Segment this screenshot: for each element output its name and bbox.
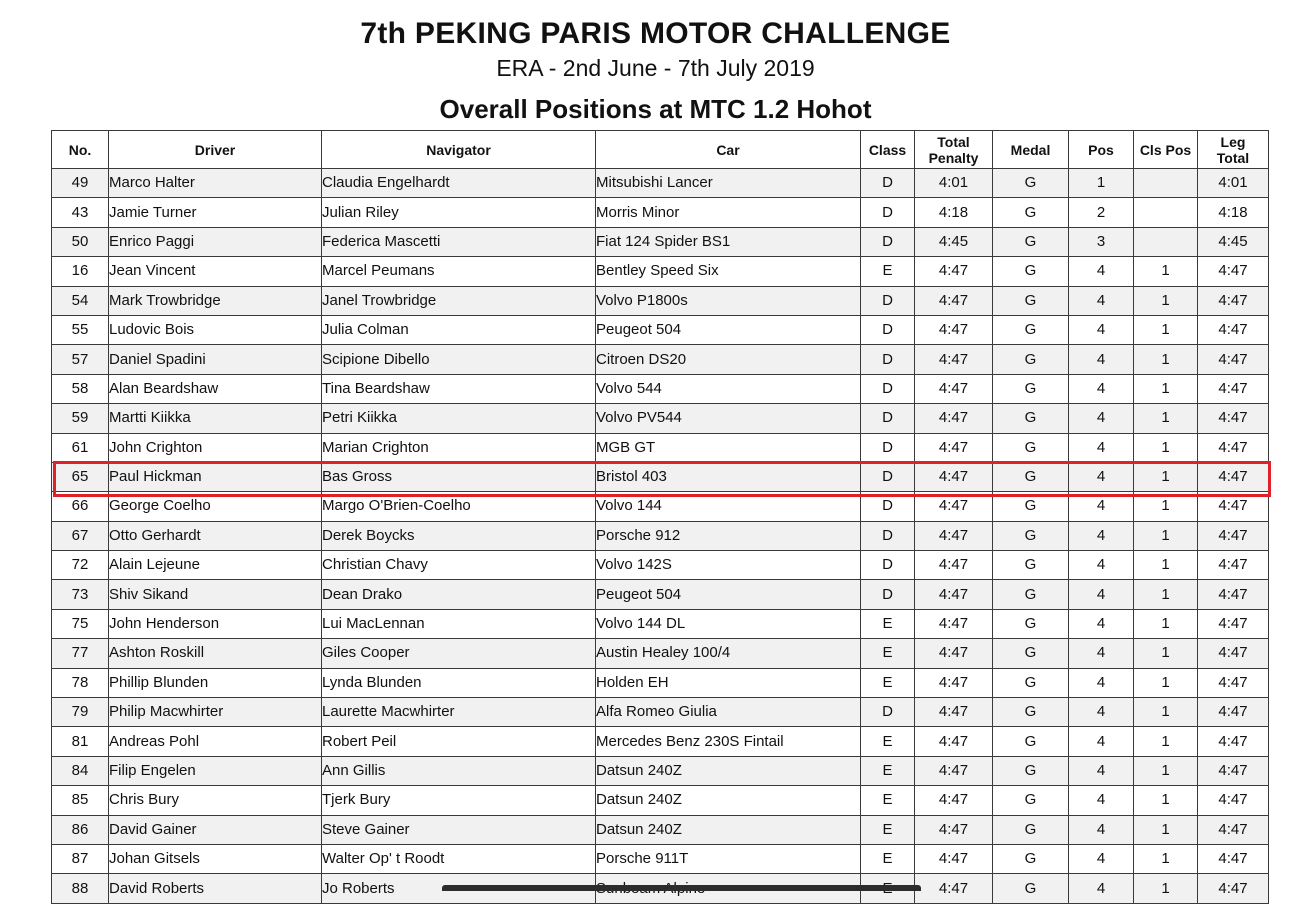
- cell-cls-pos: 1: [1134, 315, 1198, 344]
- cell-total-penalty: 4:47: [915, 374, 993, 403]
- cell-total-penalty: 4:47: [915, 609, 993, 638]
- cell-car: Mercedes Benz 230S Fintail: [596, 727, 861, 756]
- table-row: [52, 492, 1269, 521]
- cell-leg-total: 4:47: [1198, 698, 1269, 727]
- cell-navigator: Scipione Dibello: [322, 345, 596, 374]
- cell-cls-pos: 1: [1134, 345, 1198, 374]
- cell-car: Mitsubishi Lancer: [596, 169, 861, 198]
- cell-pos: 4: [1069, 257, 1134, 286]
- table-row: [52, 169, 1269, 198]
- cell-class: D: [861, 345, 915, 374]
- cell-car: Austin Healey 100/4: [596, 639, 861, 668]
- cell-car: Datsun 240Z: [596, 815, 861, 844]
- cell-no: 75: [52, 609, 109, 638]
- cell-car: Bristol 403: [596, 462, 861, 491]
- cell-driver: Daniel Spadini: [109, 345, 322, 374]
- cell-leg-total: 4:47: [1198, 580, 1269, 609]
- cell-navigator: Claudia Engelhardt: [322, 169, 596, 198]
- cell-no: 72: [52, 551, 109, 580]
- cell-no: 55: [52, 315, 109, 344]
- cell-leg-total: 4:47: [1198, 609, 1269, 638]
- cell-pos: 4: [1069, 668, 1134, 697]
- cell-class: E: [861, 639, 915, 668]
- cell-leg-total: 4:47: [1198, 492, 1269, 521]
- table-row: [52, 521, 1269, 550]
- cell-navigator: Robert Peil: [322, 727, 596, 756]
- cell-cls-pos: 1: [1134, 609, 1198, 638]
- document-subtitle: ERA - 2nd June - 7th July 2019: [496, 55, 815, 81]
- cell-total-penalty: 4:47: [915, 786, 993, 815]
- cell-driver: Alain Lejeune: [109, 551, 322, 580]
- cell-class: D: [861, 315, 915, 344]
- cell-car: Volvo PV544: [596, 404, 861, 433]
- header-pos: Pos: [1069, 131, 1134, 169]
- cell-navigator: Ann Gillis: [322, 756, 596, 785]
- cell-pos: 4: [1069, 404, 1134, 433]
- cell-no: 50: [52, 227, 109, 256]
- table-row: [52, 257, 1269, 286]
- cell-medal: G: [993, 668, 1069, 697]
- cell-cls-pos: 1: [1134, 286, 1198, 315]
- results-table-body: [52, 169, 1269, 904]
- cell-car: Volvo 144 DL: [596, 609, 861, 638]
- cell-navigator: Petri Kiikka: [322, 404, 596, 433]
- cell-driver: Johan Gitsels: [109, 844, 322, 873]
- cell-car: Alfa Romeo Giulia: [596, 698, 861, 727]
- table-row: [52, 844, 1269, 873]
- cell-driver: George Coelho: [109, 492, 322, 521]
- cell-cls-pos: 1: [1134, 698, 1198, 727]
- cell-pos: 4: [1069, 639, 1134, 668]
- cell-car: Volvo 142S: [596, 551, 861, 580]
- header-driver: Driver: [109, 131, 322, 169]
- cell-no: 59: [52, 404, 109, 433]
- cell-car: Porsche 911T: [596, 844, 861, 873]
- cell-leg-total: 4:47: [1198, 521, 1269, 550]
- header-medal: Medal: [993, 131, 1069, 169]
- cell-no: 85: [52, 786, 109, 815]
- cell-leg-total: 4:47: [1198, 374, 1269, 403]
- cell-no: 65: [52, 462, 109, 491]
- cell-driver: Martti Kiikka: [109, 404, 322, 433]
- cell-navigator: Janel Trowbridge: [322, 286, 596, 315]
- cell-class: E: [861, 844, 915, 873]
- cell-no: 81: [52, 727, 109, 756]
- cell-pos: 4: [1069, 492, 1134, 521]
- cell-total-penalty: 4:47: [915, 462, 993, 491]
- cell-medal: G: [993, 609, 1069, 638]
- cell-cls-pos: 1: [1134, 668, 1198, 697]
- cell-medal: G: [993, 492, 1069, 521]
- cell-class: D: [861, 521, 915, 550]
- cell-navigator: Marcel Peumans: [322, 257, 596, 286]
- cell-class: D: [861, 198, 915, 227]
- cell-car: Morris Minor: [596, 198, 861, 227]
- cell-car: Datsun 240Z: [596, 786, 861, 815]
- table-row: [52, 286, 1269, 315]
- cell-no: 57: [52, 345, 109, 374]
- cell-navigator: Lynda Blunden: [322, 668, 596, 697]
- cell-class: D: [861, 462, 915, 491]
- cell-navigator: Jo Roberts: [322, 874, 596, 903]
- cell-no: 66: [52, 492, 109, 521]
- cell-class: E: [861, 609, 915, 638]
- cell-cls-pos: 1: [1134, 815, 1198, 844]
- cell-car: Fiat 124 Spider BS1: [596, 227, 861, 256]
- cell-total-penalty: 4:47: [915, 315, 993, 344]
- cell-medal: G: [993, 345, 1069, 374]
- cell-pos: 4: [1069, 756, 1134, 785]
- table-row: [52, 404, 1269, 433]
- table-row: [52, 551, 1269, 580]
- cell-leg-total: 4:47: [1198, 345, 1269, 374]
- cell-total-penalty: 4:01: [915, 169, 993, 198]
- table-row: [52, 198, 1269, 227]
- cell-total-penalty: 4:47: [915, 756, 993, 785]
- header-total-penalty-line2: Penalty: [928, 149, 979, 166]
- cell-cls-pos: 1: [1134, 727, 1198, 756]
- cell-no: 16: [52, 257, 109, 286]
- cell-total-penalty: 4:47: [915, 668, 993, 697]
- cell-cls-pos: [1134, 169, 1198, 198]
- cell-medal: G: [993, 815, 1069, 844]
- cell-pos: 4: [1069, 727, 1134, 756]
- cell-navigator: Margo O'Brien-Coelho: [322, 492, 596, 521]
- cell-medal: G: [993, 521, 1069, 550]
- cell-total-penalty: 4:45: [915, 227, 993, 256]
- cell-car: Bentley Speed Six: [596, 257, 861, 286]
- table-header-row: [52, 131, 1269, 169]
- cell-cls-pos: 1: [1134, 521, 1198, 550]
- cell-leg-total: 4:47: [1198, 874, 1269, 903]
- cell-total-penalty: 4:18: [915, 198, 993, 227]
- cell-class: E: [861, 668, 915, 697]
- header-leg-total-line2: Total: [1216, 149, 1250, 166]
- cell-pos: 4: [1069, 462, 1134, 491]
- cell-driver: John Henderson: [109, 609, 322, 638]
- cell-driver: David Gainer: [109, 815, 322, 844]
- cell-navigator: Lui MacLennan: [322, 609, 596, 638]
- cell-driver: Mark Trowbridge: [109, 286, 322, 315]
- cell-navigator: Julia Colman: [322, 315, 596, 344]
- cell-car: Porsche 912: [596, 521, 861, 550]
- cell-leg-total: 4:47: [1198, 727, 1269, 756]
- cell-driver: Philip Macwhirter: [109, 698, 322, 727]
- cell-total-penalty: 4:47: [915, 257, 993, 286]
- cell-total-penalty: 4:47: [915, 521, 993, 550]
- cell-medal: G: [993, 374, 1069, 403]
- cell-no: 54: [52, 286, 109, 315]
- cell-class: E: [861, 786, 915, 815]
- cell-pos: 4: [1069, 521, 1134, 550]
- table-row: [52, 698, 1269, 727]
- cell-driver: Filip Engelen: [109, 756, 322, 785]
- cell-no: 87: [52, 844, 109, 873]
- cell-navigator: Christian Chavy: [322, 551, 596, 580]
- cell-medal: G: [993, 756, 1069, 785]
- cell-class: D: [861, 404, 915, 433]
- cell-navigator: Federica Mascetti: [322, 227, 596, 256]
- cell-car: MGB GT: [596, 433, 861, 462]
- cell-total-penalty: 4:47: [915, 874, 993, 903]
- cell-pos: 4: [1069, 374, 1134, 403]
- cell-no: 58: [52, 374, 109, 403]
- cell-total-penalty: 4:47: [915, 286, 993, 315]
- cell-class: D: [861, 374, 915, 403]
- cell-leg-total: 4:47: [1198, 786, 1269, 815]
- cell-leg-total: 4:47: [1198, 815, 1269, 844]
- cell-class: D: [861, 580, 915, 609]
- cell-cls-pos: 1: [1134, 492, 1198, 521]
- table-row: [52, 609, 1269, 638]
- results-heading: Overall Positions at MTC 1.2 Hohot: [439, 94, 872, 124]
- cell-class: D: [861, 492, 915, 521]
- cell-cls-pos: 1: [1134, 844, 1198, 873]
- cell-navigator: Tina Beardshaw: [322, 374, 596, 403]
- cell-pos: 4: [1069, 815, 1134, 844]
- cell-medal: G: [993, 286, 1069, 315]
- cell-driver: Jean Vincent: [109, 257, 322, 286]
- cell-driver: Ludovic Bois: [109, 315, 322, 344]
- cell-total-penalty: 4:47: [915, 727, 993, 756]
- cell-medal: G: [993, 169, 1069, 198]
- cell-medal: G: [993, 198, 1069, 227]
- cell-leg-total: 4:18: [1198, 198, 1269, 227]
- cell-total-penalty: 4:47: [915, 404, 993, 433]
- cell-driver: Ashton Roskill: [109, 639, 322, 668]
- cell-no: 84: [52, 756, 109, 785]
- cell-pos: 4: [1069, 551, 1134, 580]
- header-total-penalty: [915, 131, 993, 169]
- cell-pos: 3: [1069, 227, 1134, 256]
- cell-pos: 4: [1069, 345, 1134, 374]
- cell-cls-pos: 1: [1134, 433, 1198, 462]
- cell-medal: G: [993, 227, 1069, 256]
- cell-driver: Chris Bury: [109, 786, 322, 815]
- cell-cls-pos: 1: [1134, 874, 1198, 903]
- cell-navigator: Laurette Macwhirter: [322, 698, 596, 727]
- cell-medal: G: [993, 433, 1069, 462]
- cell-total-penalty: 4:47: [915, 551, 993, 580]
- cell-cls-pos: 1: [1134, 404, 1198, 433]
- cell-car: Peugeot 504: [596, 580, 861, 609]
- cell-no: 79: [52, 698, 109, 727]
- cell-class: E: [861, 257, 915, 286]
- cell-medal: G: [993, 315, 1069, 344]
- table-row: [52, 727, 1269, 756]
- cell-navigator: Bas Gross: [322, 462, 596, 491]
- cell-leg-total: 4:47: [1198, 462, 1269, 491]
- cell-driver: Andreas Pohl: [109, 727, 322, 756]
- table-row: [52, 227, 1269, 256]
- cell-cls-pos: 1: [1134, 639, 1198, 668]
- cell-no: 86: [52, 815, 109, 844]
- cell-driver: John Crighton: [109, 433, 322, 462]
- cell-leg-total: 4:47: [1198, 844, 1269, 873]
- cell-car: Peugeot 504: [596, 315, 861, 344]
- cell-class: D: [861, 286, 915, 315]
- cell-medal: G: [993, 462, 1069, 491]
- header-leg-total-line1: Leg: [1220, 133, 1246, 150]
- results-table: [51, 130, 1269, 904]
- cell-no: 43: [52, 198, 109, 227]
- table-row: [52, 374, 1269, 403]
- cell-navigator: Walter Op' t Roodt: [322, 844, 596, 873]
- cell-car: Volvo P1800s: [596, 286, 861, 315]
- document-title: 7th PEKING PARIS MOTOR CHALLENGE: [360, 17, 951, 50]
- cell-driver: Marco Halter: [109, 169, 322, 198]
- cell-pos: 4: [1069, 874, 1134, 903]
- cell-navigator: Steve Gainer: [322, 815, 596, 844]
- table-row: [52, 345, 1269, 374]
- header-leg-total: [1198, 131, 1269, 169]
- cell-cls-pos: 1: [1134, 786, 1198, 815]
- cell-medal: G: [993, 580, 1069, 609]
- cell-pos: 4: [1069, 698, 1134, 727]
- cell-class: D: [861, 433, 915, 462]
- cell-cls-pos: [1134, 227, 1198, 256]
- cell-navigator: Tjerk Bury: [322, 786, 596, 815]
- cell-medal: G: [993, 404, 1069, 433]
- cell-car: Volvo 544: [596, 374, 861, 403]
- cell-class: E: [861, 727, 915, 756]
- cell-driver: Shiv Sikand: [109, 580, 322, 609]
- header-cls-pos: Cls Pos: [1134, 131, 1198, 169]
- cell-cls-pos: 1: [1134, 257, 1198, 286]
- cell-car: Holden EH: [596, 668, 861, 697]
- table-row: [52, 462, 1269, 491]
- table-row: [52, 315, 1269, 344]
- cell-pos: 4: [1069, 315, 1134, 344]
- header-no: No.: [52, 131, 109, 169]
- cell-medal: G: [993, 551, 1069, 580]
- cell-no: 49: [52, 169, 109, 198]
- cell-cls-pos: 1: [1134, 462, 1198, 491]
- cell-pos: 4: [1069, 286, 1134, 315]
- cell-leg-total: 4:47: [1198, 315, 1269, 344]
- cell-cls-pos: [1134, 198, 1198, 227]
- table-row: [52, 815, 1269, 844]
- cell-cls-pos: 1: [1134, 580, 1198, 609]
- cell-pos: 4: [1069, 844, 1134, 873]
- table-row: [52, 580, 1269, 609]
- cell-total-penalty: 4:47: [915, 345, 993, 374]
- cell-pos: 4: [1069, 580, 1134, 609]
- cell-medal: G: [993, 844, 1069, 873]
- cell-cls-pos: 1: [1134, 756, 1198, 785]
- cell-leg-total: 4:47: [1198, 433, 1269, 462]
- cell-navigator: Giles Cooper: [322, 639, 596, 668]
- cell-total-penalty: 4:47: [915, 433, 993, 462]
- cell-leg-total: 4:01: [1198, 169, 1269, 198]
- cell-pos: 4: [1069, 786, 1134, 815]
- table-row: [52, 756, 1269, 785]
- cell-driver: Phillip Blunden: [109, 668, 322, 697]
- cell-total-penalty: 4:47: [915, 639, 993, 668]
- scroll-overlay-bar: [442, 885, 921, 891]
- cell-leg-total: 4:47: [1198, 404, 1269, 433]
- header-total-penalty-line1: Total: [937, 133, 970, 150]
- cell-leg-total: 4:47: [1198, 286, 1269, 315]
- cell-no: 77: [52, 639, 109, 668]
- table-row: [52, 668, 1269, 697]
- cell-class: D: [861, 227, 915, 256]
- cell-medal: G: [993, 874, 1069, 903]
- cell-driver: Paul Hickman: [109, 462, 322, 491]
- table-row: [52, 639, 1269, 668]
- cell-no: 88: [52, 874, 109, 903]
- cell-no: 78: [52, 668, 109, 697]
- cell-car: Datsun 240Z: [596, 756, 861, 785]
- cell-pos: 2: [1069, 198, 1134, 227]
- cell-pos: 1: [1069, 169, 1134, 198]
- cell-leg-total: 4:47: [1198, 668, 1269, 697]
- header-car: Car: [596, 131, 861, 169]
- cell-navigator: Marian Crighton: [322, 433, 596, 462]
- cell-no: 67: [52, 521, 109, 550]
- cell-class: D: [861, 169, 915, 198]
- cell-navigator: Julian Riley: [322, 198, 596, 227]
- header-class: Class: [861, 131, 915, 169]
- cell-cls-pos: 1: [1134, 374, 1198, 403]
- cell-total-penalty: 4:47: [915, 492, 993, 521]
- cell-navigator: Derek Boycks: [322, 521, 596, 550]
- cell-no: 73: [52, 580, 109, 609]
- cell-total-penalty: 4:47: [915, 844, 993, 873]
- cell-leg-total: 4:47: [1198, 257, 1269, 286]
- cell-driver: Enrico Paggi: [109, 227, 322, 256]
- cell-driver: Otto Gerhardt: [109, 521, 322, 550]
- cell-car: Citroen DS20: [596, 345, 861, 374]
- cell-navigator: Dean Drako: [322, 580, 596, 609]
- cell-leg-total: 4:47: [1198, 756, 1269, 785]
- table-row: [52, 786, 1269, 815]
- cell-car: Volvo 144: [596, 492, 861, 521]
- cell-leg-total: 4:45: [1198, 227, 1269, 256]
- cell-total-penalty: 4:47: [915, 698, 993, 727]
- cell-leg-total: 4:47: [1198, 551, 1269, 580]
- cell-class: D: [861, 551, 915, 580]
- cell-leg-total: 4:47: [1198, 639, 1269, 668]
- cell-pos: 4: [1069, 433, 1134, 462]
- table-row: [52, 433, 1269, 462]
- cell-driver: David Roberts: [109, 874, 322, 903]
- cell-medal: G: [993, 639, 1069, 668]
- cell-medal: G: [993, 698, 1069, 727]
- cell-driver: Jamie Turner: [109, 198, 322, 227]
- cell-driver: Alan Beardshaw: [109, 374, 322, 403]
- header-navigator: Navigator: [322, 131, 596, 169]
- cell-medal: G: [993, 727, 1069, 756]
- cell-class: E: [861, 756, 915, 785]
- cell-no: 61: [52, 433, 109, 462]
- cell-medal: G: [993, 786, 1069, 815]
- cell-cls-pos: 1: [1134, 551, 1198, 580]
- cell-medal: G: [993, 257, 1069, 286]
- cell-total-penalty: 4:47: [915, 815, 993, 844]
- cell-class: D: [861, 698, 915, 727]
- cell-pos: 4: [1069, 609, 1134, 638]
- cell-total-penalty: 4:47: [915, 580, 993, 609]
- cell-class: E: [861, 815, 915, 844]
